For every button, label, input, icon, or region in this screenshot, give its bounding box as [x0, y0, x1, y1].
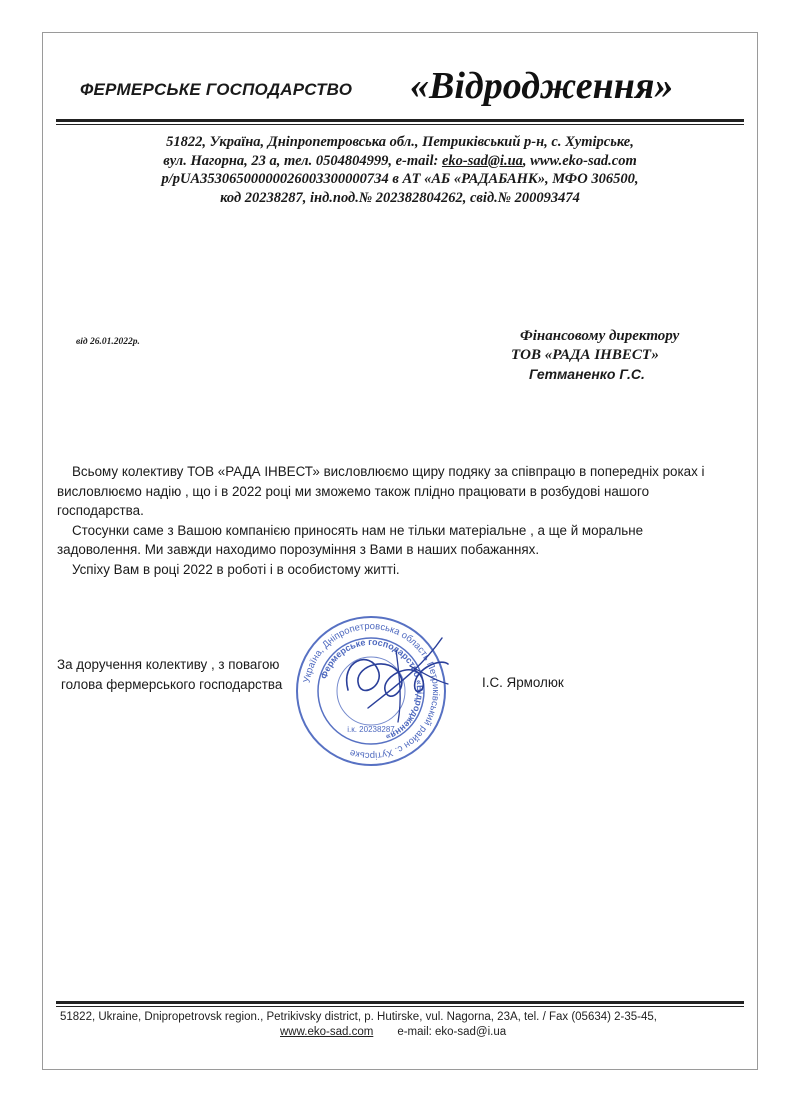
- header-rule-thick: [56, 119, 744, 122]
- body-paragraph-1: Всьому колективу ТОВ «РАДА ІНВЕСТ» висловлюємо щиру подяку за співпрацю в попередніх роках і висловлюємо надію , що і в 2022 році ми зможемо також плідно працювати в розбудові нашого господарства.: [57, 464, 705, 518]
- handwritten-signature: [330, 620, 460, 730]
- address-line-4: код 20238287, інд.под.№ 202382804262, свід.№ 200093474: [220, 189, 580, 206]
- address-email-link[interactable]: eko-sad@i.ua: [441, 152, 523, 169]
- signer-name: І.С. Ярмолюк: [482, 675, 564, 690]
- stamp-inner-text: Фермерське господарство «Відродження»: [318, 636, 426, 743]
- footer-website-link[interactable]: www.eko-sad.com: [280, 1026, 374, 1038]
- stamp-outer-text: Україна, Дніпропетровська область Петриківський район с. Хутірське: [301, 620, 442, 762]
- body-paragraph-2: Стосунки саме з Вашою компанією приносять нам не тільки матеріальне , а ще й моральне задоволення. Ми завжди находимо порозуміння з Вами в наших побажаннях.: [57, 522, 644, 557]
- stamp-code: і.к. 20238287: [347, 725, 395, 734]
- address-line-3: р/рUA353065000000260033000007З4 в АТ «АБ «РАДАБАНК», МФО 306500,: [161, 171, 639, 187]
- body-paragraph-3: Успіху Вам в році 2022 в роботі і в особистому житті.: [72, 561, 400, 577]
- footer-contacts: [60, 1025, 740, 1040]
- org-type-heading: ФЕРМЕРСЬКЕ ГОСПОДАРСТВО: [80, 80, 353, 99]
- closing-line-2: голова фермерського господарства: [61, 677, 283, 692]
- footer-email: e-mail: eko-sad@i.ua: [397, 1026, 507, 1038]
- address-line-2: [100, 152, 700, 171]
- recipient-name: Гетманенко Г.С.: [529, 366, 645, 382]
- address-contacts: вул. Нагорна, 23 а, тел. 0504804999, e-mail:: [163, 152, 442, 169]
- recipient-block: [505, 327, 679, 384]
- header-rule-thin: [56, 124, 744, 125]
- letter-body: [57, 462, 727, 579]
- address-line-1: 51822, Україна, Дніпропетровська обл., Петриківський р-н, с. Хутірське,: [166, 134, 634, 150]
- closing-block: [57, 655, 282, 695]
- recipient-company: ТОВ «РАДА ІНВЕСТ»: [511, 347, 659, 363]
- footer-address: 51822, Ukraine, Dnipropetrovsk region., Petrikivsky district, p. Hutirske, vul. Nagorna, 23A, tel. / Fax (05634) 2-35-45,: [60, 1011, 657, 1023]
- footer-rule-thick: [56, 1001, 744, 1004]
- footer: [60, 1010, 740, 1040]
- recipient-position: Фінансовому директору: [520, 328, 680, 344]
- letter-date: від 26.01.2022р.: [76, 337, 140, 347]
- org-name-heading: «Відродження»: [410, 65, 674, 107]
- address-website: , www.eko-sad.com: [522, 152, 637, 169]
- footer-rule-thin: [56, 1006, 744, 1007]
- letterhead-address: [100, 133, 700, 207]
- closing-line-1: За доручення колективу , з повагою: [57, 657, 280, 672]
